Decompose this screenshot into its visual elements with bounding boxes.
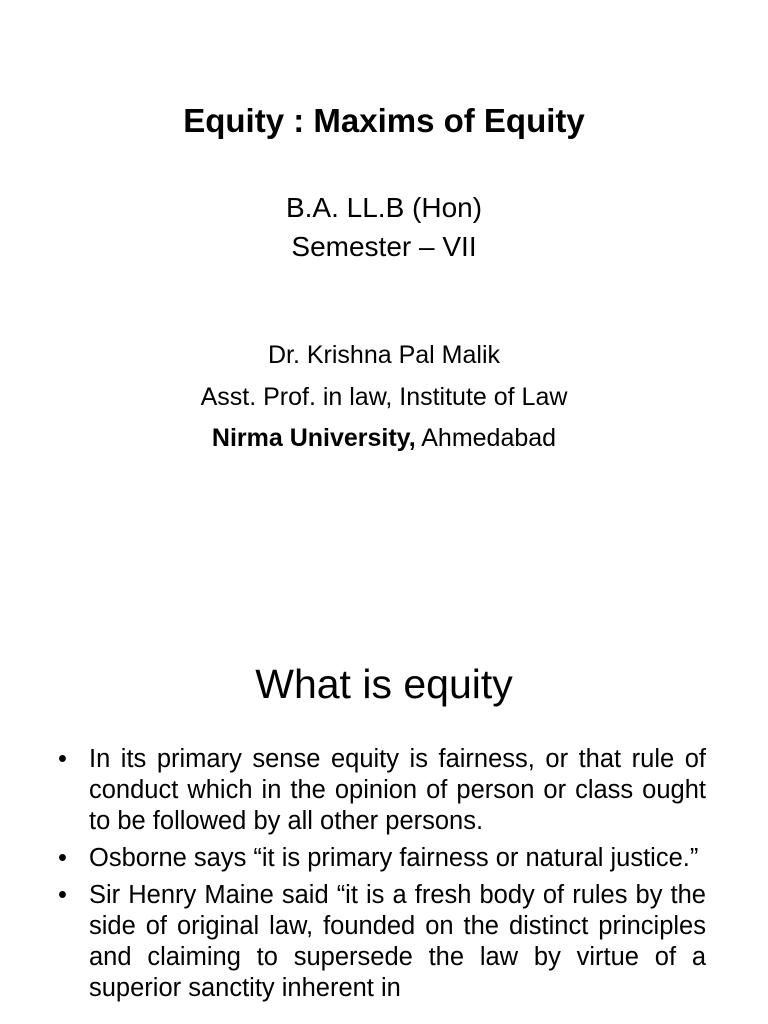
bullet-list — [58, 744, 706, 1010]
slide-title: Equity : Maxims of Equity — [183, 102, 585, 139]
bullet-item — [58, 843, 706, 874]
bullet-text: Sir Henry Maine said “it is a fresh body of rules by the side of original law, founded on the distinct principles and claiming to supersede the law by virtue of a superior sanctity inherent in — [89, 881, 706, 1002]
author-position: Asst. Prof. in law, Institute of Law — [200, 383, 568, 411]
bullet-text: In its primary sense equity is fairness, or that rule of conduct which in the opinion of person or class ought to be followed by all other persons. — [89, 745, 706, 835]
bullet-dot: • — [58, 745, 67, 773]
university-city: Ahmedabad — [415, 424, 557, 452]
course-semester: Semester – VII — [291, 231, 477, 262]
bullet-dot: • — [58, 881, 67, 909]
bullet-item — [58, 880, 706, 1004]
bullet-dot: • — [58, 844, 67, 872]
course-info — [0, 188, 768, 266]
bullet-item — [58, 744, 706, 837]
university-name: Nirma University, — [211, 424, 416, 452]
author-info — [0, 340, 768, 453]
author-name: Dr. Krishna Pal Malik — [267, 341, 501, 369]
course-degree: B.A. LL.B (Hon) — [285, 192, 483, 223]
content-slide — [0, 576, 768, 1024]
university-line — [0, 423, 768, 453]
slide-title-what-is-equity: What is equity — [255, 661, 513, 707]
bullet-text: Osborne says “it is primary fairness or natural justice.” — [89, 844, 699, 872]
